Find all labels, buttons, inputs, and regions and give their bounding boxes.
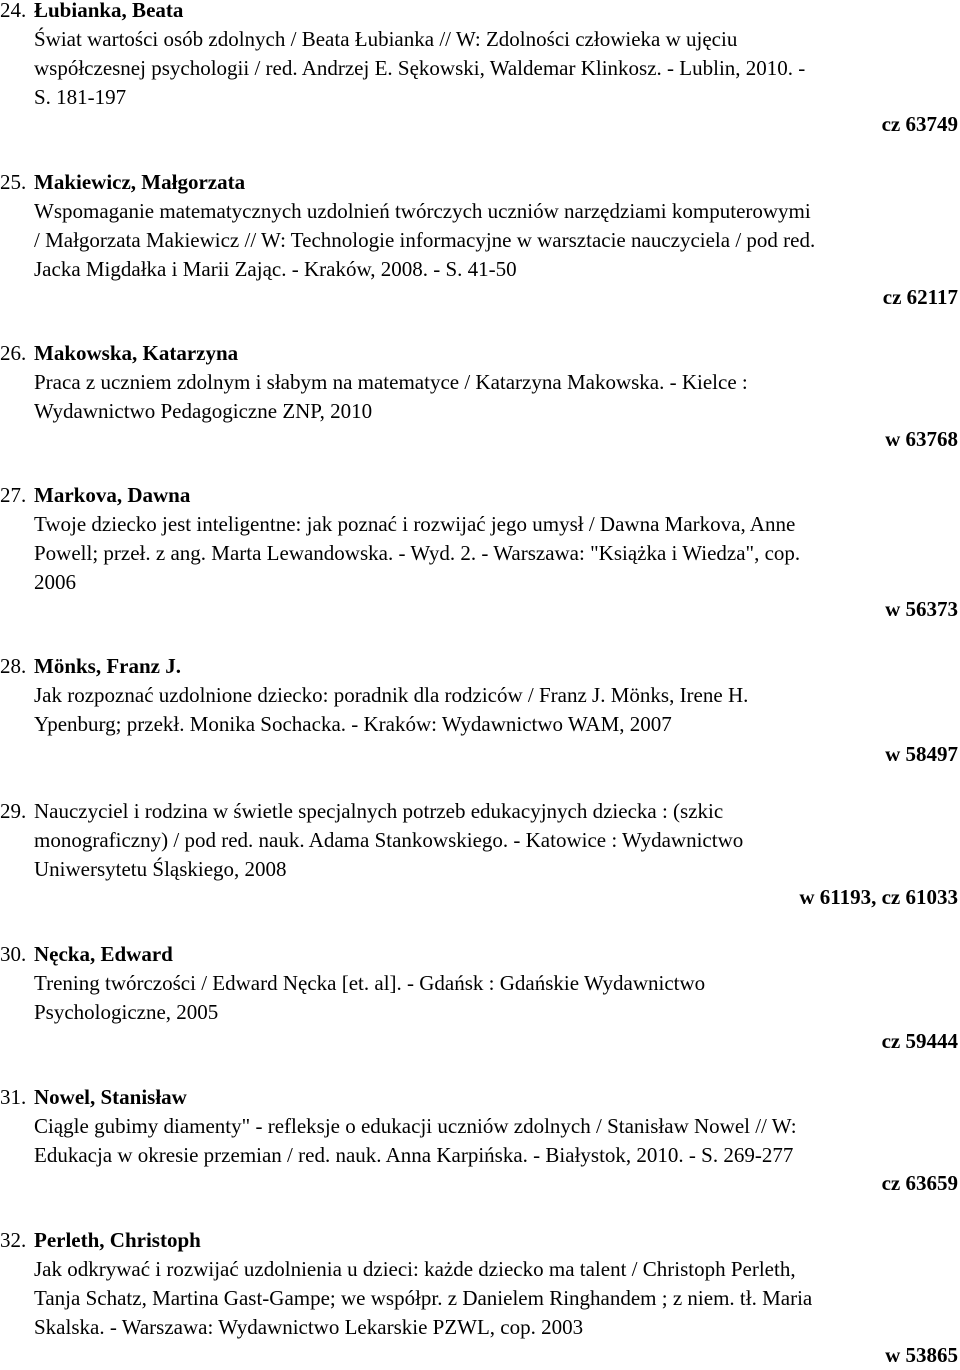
call-number: cz 62117 — [882, 285, 958, 309]
entry-text-line: / Małgorzata Makiewicz // W: Technologie informacyjne w warsztacie nauczyciela / pod red. — [34, 228, 816, 252]
entry-text-line: Nauczyciel i rodzina w świetle specjalnych potrzeb edukacyjnych dziecka : (szkic — [34, 799, 724, 823]
entry-text-line: Skalska. - Warszawa: Wydawnictwo Lekarskie PZWL, cop. 2003 — [34, 1315, 584, 1339]
entry-text-line: Wydawnictwo Pedagogiczne ZNP, 2010 — [34, 399, 373, 423]
entry-text-line: monograficzny) / pod red. nauk. Adama Stankowskiego. - Katowice : Wydawnictwo — [34, 828, 744, 852]
entry-number: 31. — [0, 1085, 27, 1109]
call-number: cz 59444 — [881, 1029, 958, 1053]
entry-text-line: Jacka Migdałka i Marii Zając. - Kraków, 2008. - S. 41-50 — [34, 257, 517, 281]
entry-text-line: Praca z uczniem zdolnym i słabym na matematyce / Katarzyna Makowska. - Kielce : — [34, 370, 748, 394]
call-number: w 53865 — [885, 1343, 958, 1367]
entry-text-line: Ciągle gubimy diamenty" - refleksje o edukacji uczniów zdolnych / Stanisław Nowel // W: — [34, 1114, 797, 1138]
entry-number: 30. — [0, 942, 27, 966]
entry-number: 29. — [0, 799, 27, 823]
entry-number: 26. — [0, 341, 27, 365]
entry-text-line: S. 181-197 — [34, 85, 127, 109]
entry-author: Makiewicz, Małgorzata — [34, 170, 246, 194]
entry-text-line: 2006 — [34, 570, 76, 594]
entry-text-line: Psychologiczne, 2005 — [34, 1000, 219, 1024]
call-number: w 56373 — [885, 597, 958, 621]
call-number: w 58497 — [885, 742, 958, 766]
entry-text-line: Edukacja w okresie przemian / red. nauk. Anna Karpińska. - Białystok, 2010. - S. 269-277 — [34, 1143, 794, 1167]
entry-number: 28. — [0, 654, 27, 678]
entry-author: Nęcka, Edward — [34, 942, 173, 966]
entry-number: 25. — [0, 170, 27, 194]
call-number: cz 63749 — [881, 112, 958, 136]
call-number: w 61193, cz 61033 — [799, 885, 958, 909]
entry-author: Mönks, Franz J. — [34, 654, 181, 678]
entry-text-line: Powell; przeł. z ang. Marta Lewandowska. - Wyd. 2. - Warszawa: "Książka i Wiedza", cop. — [34, 541, 801, 565]
entry-text-line: Tanja Schatz, Martina Gast-Gampe; we współpr. z Danielem Ringhandem ; z niem. tł. Maria — [34, 1286, 813, 1310]
entry-text-line: Trening twórczości / Edward Nęcka [et. al]. - Gdańsk : Gdańskie Wydawnictwo — [34, 971, 706, 995]
entry-author: Markova, Dawna — [34, 483, 191, 507]
entry-number: 32. — [0, 1228, 27, 1252]
entry-author: Łubianka, Beata — [34, 0, 184, 22]
entry-author: Makowska, Katarzyna — [34, 341, 239, 365]
entry-author: Perleth, Christoph — [34, 1228, 201, 1252]
entry-author: Nowel, Stanisław — [34, 1085, 187, 1109]
entry-text-line: współczesnej psychologii / red. Andrzej E. Sękowski, Waldemar Klinkosz. - Lublin, 2010. - — [34, 56, 806, 80]
call-number: cz 63659 — [881, 1171, 958, 1195]
entry-number: 24. — [0, 0, 27, 22]
entry-text-line: Jak odkrywać i rozwijać uzdolnienia u dzieci: każde dziecko ma talent / Christoph Perleth, — [34, 1257, 796, 1281]
entry-number: 27. — [0, 483, 27, 507]
entry-text-line: Wspomaganie matematycznych uzdolnień twórczych uczniów narzędziami komputerowymi — [34, 199, 811, 223]
entry-text-line: Twoje dziecko jest inteligentne: jak poznać i rozwijać jego umysł / Dawna Markova, Anne — [34, 512, 796, 536]
entry-text-line: Ypenburg; przekł. Monika Sochacka. - Kraków: Wydawnictwo WAM, 2007 — [34, 712, 672, 736]
entry-text-line: Uniwersytetu Śląskiego, 2008 — [34, 857, 287, 881]
entry-text-line: Świat wartości osób zdolnych / Beata Łubianka // W: Zdolności człowieka w ujęciu — [34, 27, 738, 51]
entry-text-line: Jak rozpoznać uzdolnione dziecko: poradnik dla rodziców / Franz J. Mönks, Irene H. — [34, 683, 749, 707]
call-number: w 63768 — [885, 427, 958, 451]
